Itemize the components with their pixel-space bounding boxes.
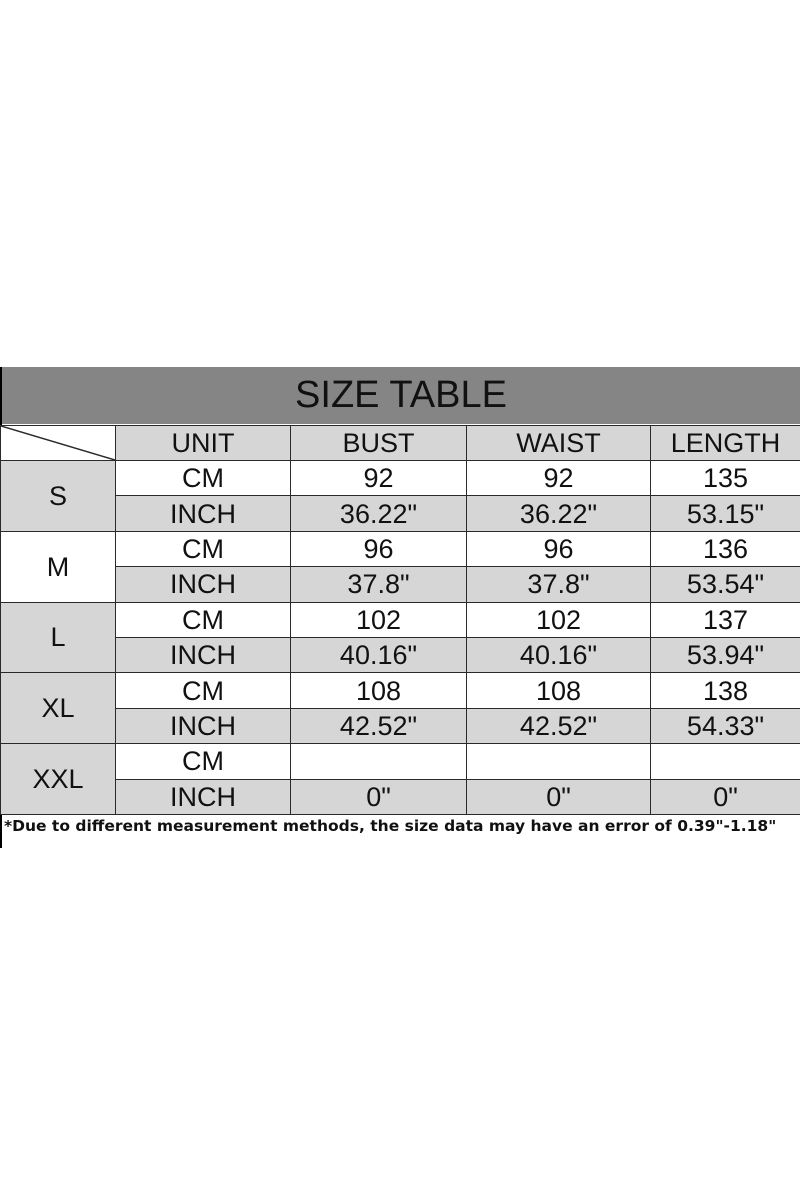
bust-cell [291,744,467,779]
length-cell: 138 [651,673,800,708]
size-label-m: M [1,531,116,602]
diagonal-divider-icon [1,426,115,460]
length-cell: 135 [651,461,800,496]
measurement-footnote: *Due to different measurement methods, the size data may have an error of 0.39"-1.18" [4,817,777,835]
length-cell [651,744,800,779]
table-header-row [1,426,800,461]
waist-cell: 92 [467,461,651,496]
size-table [0,425,800,815]
unit-cell: CM [116,531,291,566]
waist-cell [467,744,651,779]
size-label-xxl: XXL [1,744,116,815]
bust-cell: 96 [291,531,467,566]
length-cell: 136 [651,531,800,566]
unit-cell: CM [116,673,291,708]
column-header-unit: UNIT [116,426,291,461]
table-row [1,567,800,602]
corner-cell [1,426,116,461]
bust-cell: 102 [291,602,467,637]
column-header-waist: WAIST [467,426,651,461]
bust-cell: 40.16" [291,637,467,672]
bust-cell: 108 [291,673,467,708]
unit-cell: INCH [116,779,291,814]
table-row [1,531,800,566]
bust-cell: 42.52" [291,708,467,743]
size-table-title: SIZE TABLE [0,367,800,424]
waist-cell: 40.16" [467,637,651,672]
unit-cell: CM [116,744,291,779]
waist-cell: 36.22" [467,496,651,531]
table-row [1,496,800,531]
unit-cell: CM [116,461,291,496]
table-row [1,779,800,814]
length-cell: 53.54" [651,567,800,602]
size-label-l: L [1,602,116,673]
table-row [1,744,800,779]
size-label-xl: XL [1,673,116,744]
bust-cell: 92 [291,461,467,496]
unit-cell: INCH [116,637,291,672]
waist-cell: 108 [467,673,651,708]
length-cell: 0" [651,779,800,814]
length-cell: 53.94" [651,637,800,672]
size-label-s: S [1,461,116,532]
length-cell: 137 [651,602,800,637]
table-row [1,708,800,743]
table-row [1,673,800,708]
length-cell: 53.15" [651,496,800,531]
table-row [1,602,800,637]
unit-cell: INCH [116,567,291,602]
table-row [1,461,800,496]
length-cell: 54.33" [651,708,800,743]
waist-cell: 0" [467,779,651,814]
unit-cell: INCH [116,708,291,743]
column-header-bust: BUST [291,426,467,461]
bust-cell: 0" [291,779,467,814]
waist-cell: 102 [467,602,651,637]
unit-cell: INCH [116,496,291,531]
bust-cell: 36.22" [291,496,467,531]
column-header-length: LENGTH [651,426,800,461]
waist-cell: 37.8" [467,567,651,602]
bust-cell: 37.8" [291,567,467,602]
waist-cell: 42.52" [467,708,651,743]
unit-cell: CM [116,602,291,637]
table-row [1,637,800,672]
waist-cell: 96 [467,531,651,566]
